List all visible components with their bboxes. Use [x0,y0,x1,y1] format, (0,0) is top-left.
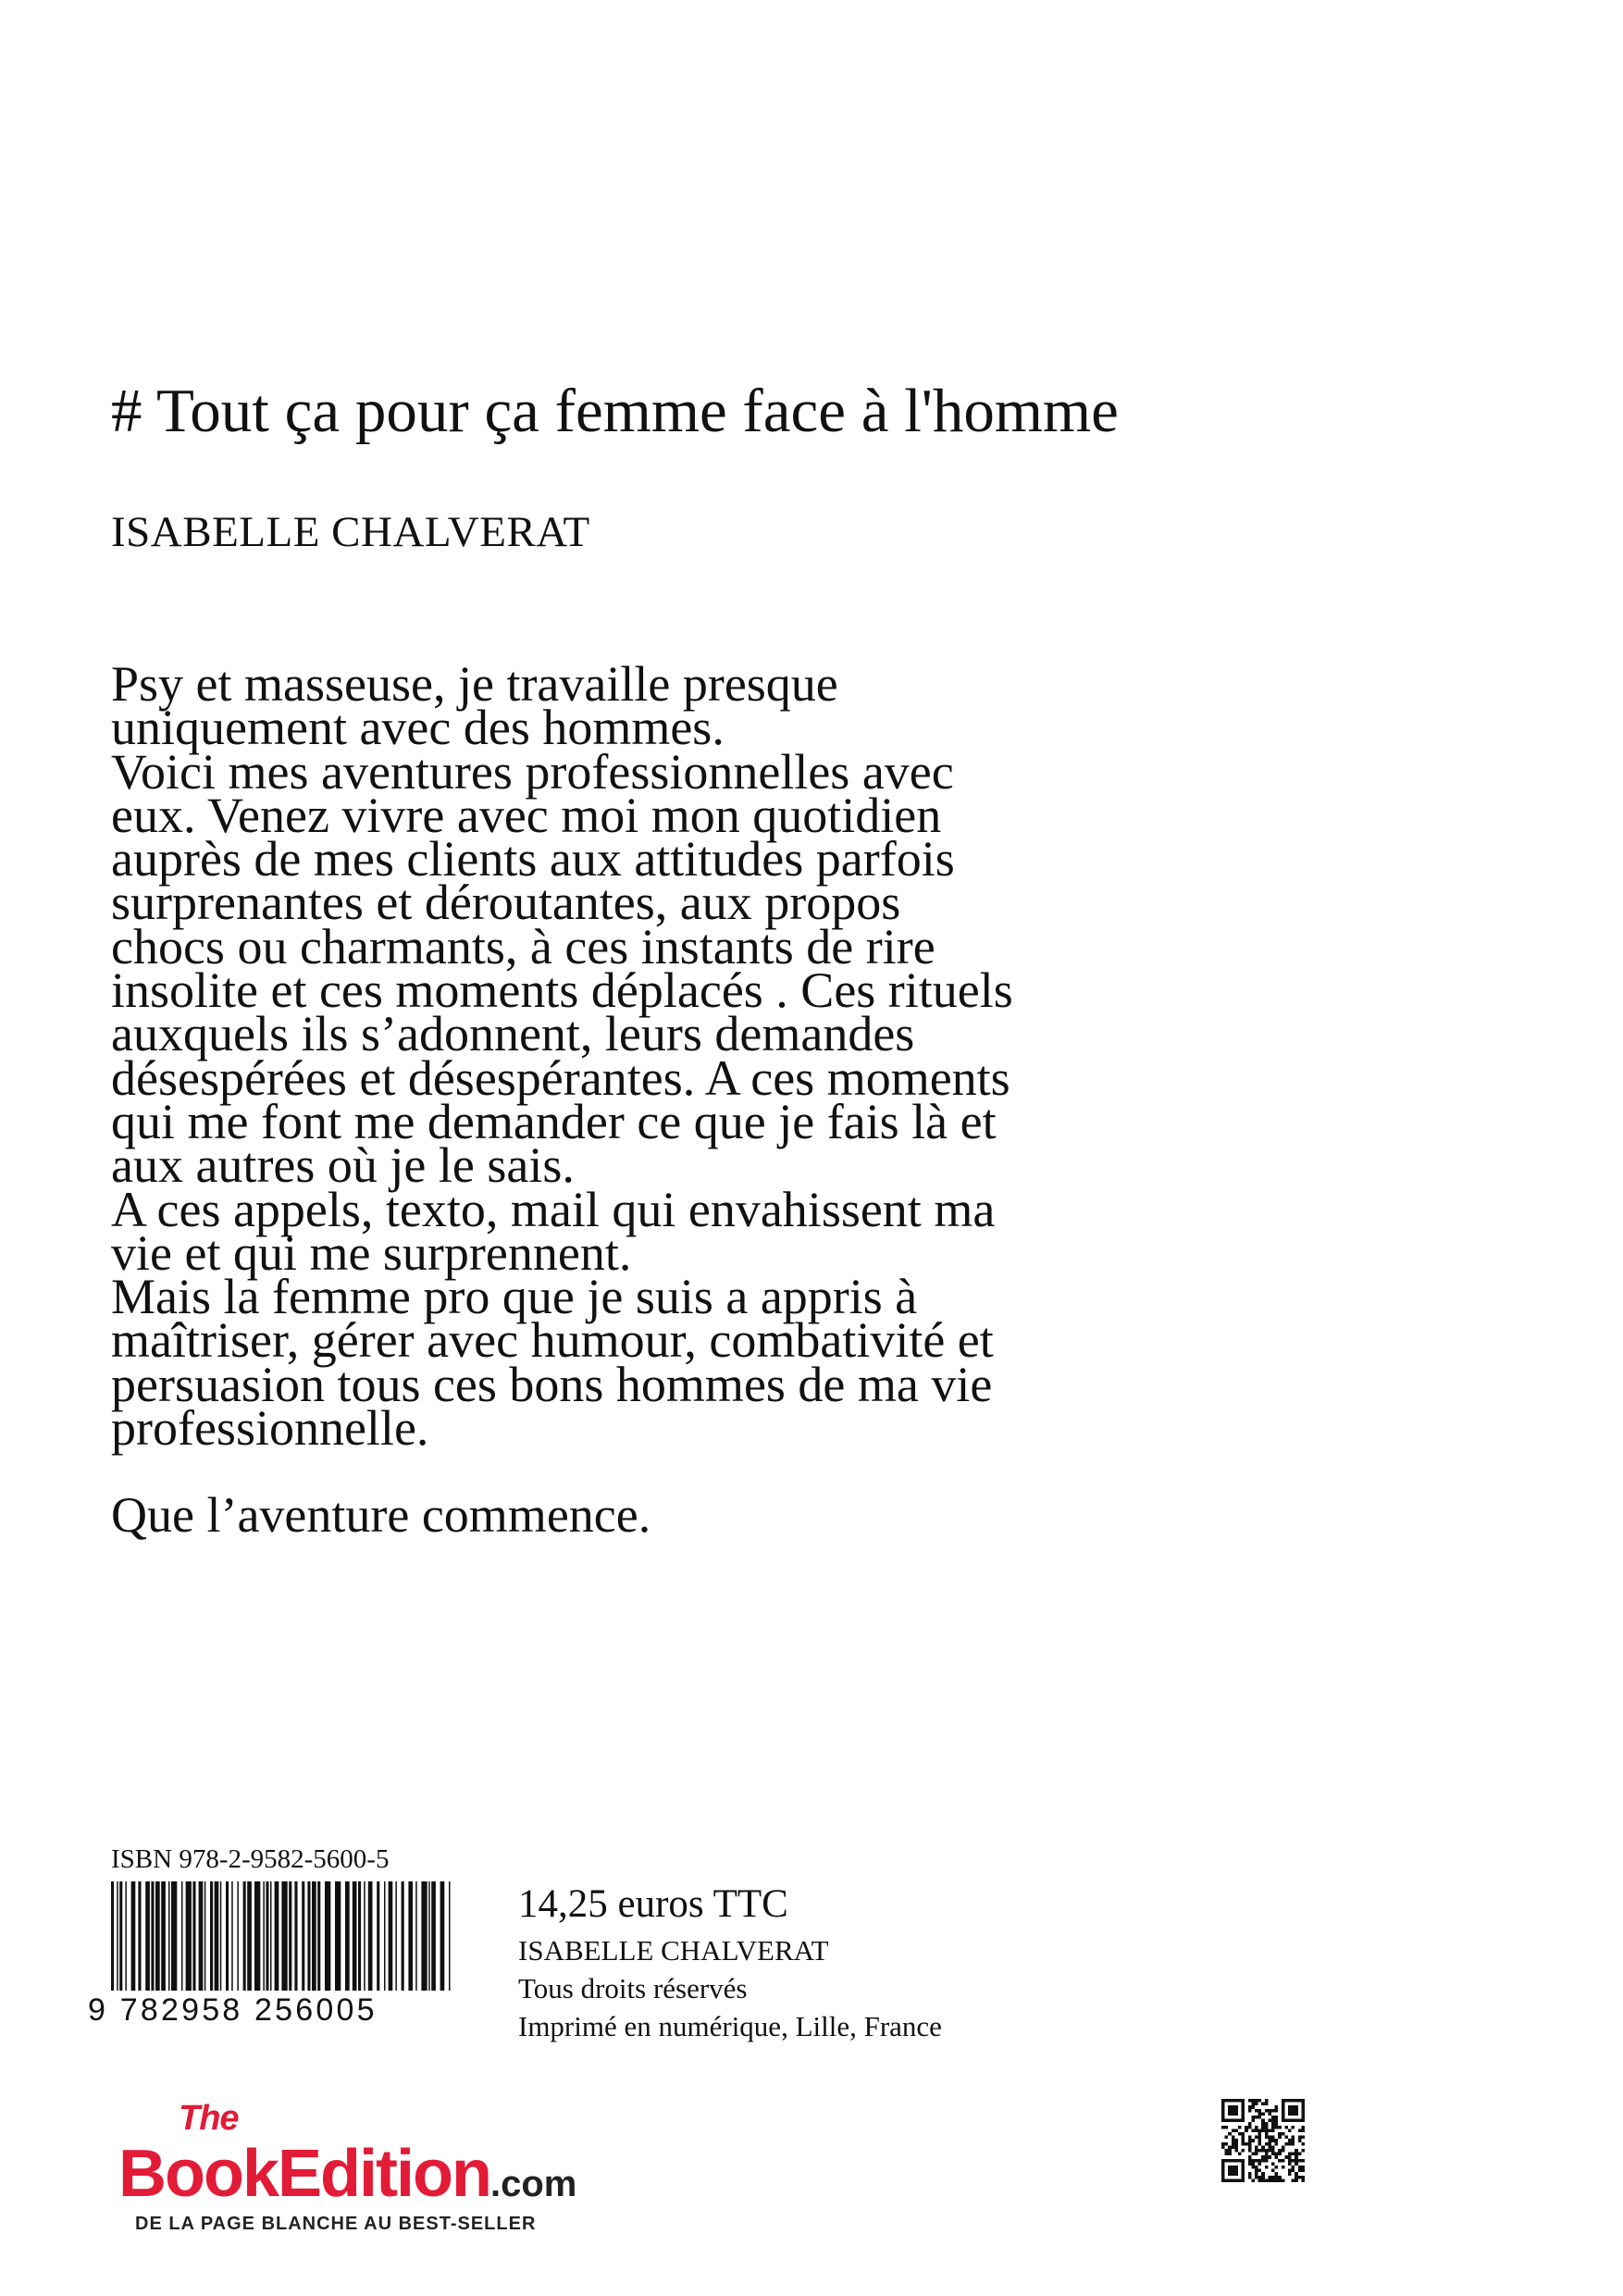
blurb-line: chocs ou charmants, à ces instants de rire [111,918,935,974]
book-title: # Tout ça pour ça femme face à l'homme [111,377,1119,445]
logo-name: BookEdition [118,2137,490,2211]
rights-notice: Tous droits réservés [518,1972,748,2004]
blurb-line: A ces appels, texto, mail qui envahissent ma [111,1181,996,1237]
blurb-paragraph [111,656,1258,1457]
print-location: Imprimé en numérique, Lille, France [518,2010,942,2042]
qr-code-icon [1221,2099,1305,2182]
blurb-line: vie et qui me surprennent. [111,1224,632,1281]
barcode-icon [111,1881,455,1991]
blurb-paragraph [111,1487,1258,1544]
barcode-digits: 9 782958 256005 [88,1992,378,2028]
blurb-line: maîtriser, gérer avec humour, combativité et [111,1312,994,1369]
logo-tagline: DE LA PAGE BLANCHE AU BEST-SELLER [135,2214,537,2234]
blurb-line: auxquels ils s’adonnent, leurs demandes [111,1006,915,1062]
logo-the: The [179,2099,239,2138]
blurb-line: uniquement avec des hommes. [111,700,725,756]
logo-wordmark [118,2136,576,2212]
blurb-line: désespérées et désespérantes. A ces moments [111,1049,1010,1106]
blurb-line: Voici mes aventures professionnelles avec [111,743,954,800]
blurb-line: aux autres où je le sais. [111,1137,575,1194]
blurb-line: auprès de mes clients aux attitudes parfois [111,831,955,887]
blurb-line: Mais la femme pro que je suis a appris à [111,1269,918,1325]
blurb-line: persuasion tous ces bons hommes de ma vie [111,1356,993,1412]
blurb-line: insolite et ces moments déplacés . Ces rituels [111,962,1013,1019]
isbn-label: ISBN 978-2-9582-5600-5 [111,1844,390,1874]
price: 14,25 euros TTC [518,1882,788,1926]
blurb-line: Psy et masseuse, je travaille presque [111,656,838,712]
back-cover-blurb [111,656,1258,1544]
rights-author: ISABELLE CHALVERAT [518,1934,829,1967]
blurb-line: qui me font me demander ce que je fais là et [111,1093,997,1149]
blurb-line: Que l’aventure commence. [111,1487,651,1544]
blurb-line: surprenantes et déroutantes, aux propos [111,875,901,931]
blurb-line: professionnelle. [111,1400,429,1457]
book-author: ISABELLE CHALVERAT [111,508,590,556]
logo-domain: .com [489,2164,577,2204]
blurb-line: eux. Venez vivre avec moi mon quotidien [111,787,942,843]
publisher-logo [118,2099,674,2234]
